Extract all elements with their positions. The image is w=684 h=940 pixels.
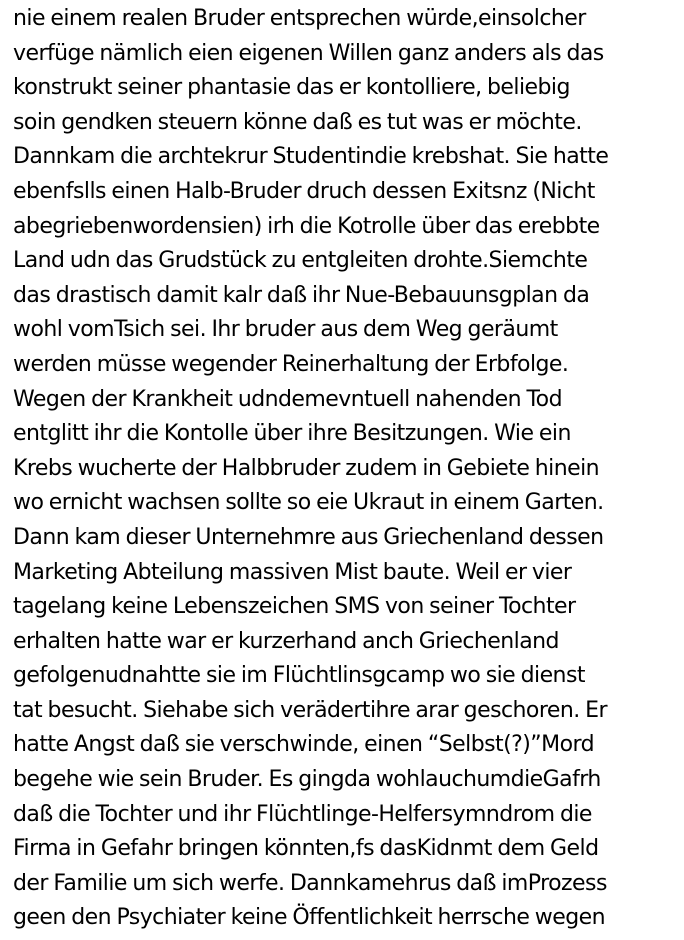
text-line: konstrukt seiner phantasie das er kontolliere, beliebig [13, 75, 570, 101]
text-line: tagelang keine Lebenszeichen SMS von seiner Tochter [13, 594, 576, 620]
text-line: Wegen der Krankheit udndemevntuell nahenden Tod [13, 386, 562, 412]
text-line: Land udn das Grudstück zu entgleiten drohte.Siemchte [13, 248, 588, 274]
text-line: hatte Angst daß sie verschwinde, einen “Selbst(?)”Mord [13, 732, 595, 758]
text-line: wo ernicht wachsen sollte so eie Ukraut in einem Garten. [13, 490, 604, 516]
text-line: ebenfslls einen Halb-Bruder druch dessen Exitsnz (Nicht [13, 178, 595, 204]
text-line: daß die Tochter und ihr Flüchtlinge-Helfersymndrom die [13, 801, 592, 827]
text-line: Krebs wucherte der Halbbruder zudem in Gebiete hinein [13, 455, 600, 481]
text-line: begehe wie sein Bruder. Es gingda wohlauchumdieGafrh [13, 767, 601, 793]
text-line: werden müsse wegender Reinerhaltung der Erbfolge. [13, 351, 569, 377]
text-line: geen den Psychiater keine Öffentlichkeit herrsche wegen [13, 905, 606, 931]
text-line: soin gendken steuern könne daß es tut was er möchte. [13, 109, 582, 135]
text-line: wohl vomTsich sei. Ihr bruder aus dem Weg geräumt [13, 317, 558, 343]
text-line: der Familie um sich werfe. Dannkamehrus daß imProzess [13, 870, 607, 896]
text-line: nie einem realen Bruder entsprechen würde,einsolcher [13, 6, 586, 31]
text-line: erhalten hatte war er kurzerhand anch Griechenland [13, 628, 559, 654]
text-line: das drastisch damit kalr daß ihr Nue-Bebauunsgplan da [13, 282, 590, 308]
text-line: Dannkam die archtekrur Studentindie krebshat. Sie hatte [13, 144, 609, 170]
text-line: entglitt ihr die Kontolle über ihre Besitzungen. Wie ein [13, 421, 571, 447]
text-line: verfüge nämlich eien eigenen Willen ganz anders als das [13, 40, 604, 66]
text-line: tat besucht. Siehabe sich verädertihre arar geschoren. Er [13, 697, 607, 723]
text-line: Dann kam dieser Unternehmre aus Griechenland dessen [13, 524, 604, 550]
text-line: gefolgenudnahtte sie im Flüchtlinsgcamp wo sie dienst [13, 663, 585, 689]
text-line: Marketing Abteilung massiven Mist baute. Weil er vier [13, 559, 572, 585]
text-line: abegriebenwordensien) irh die Kotrolle über das erebbte [13, 213, 600, 239]
document-text [13, 2, 681, 936]
text-line: Firma in Gefahr bringen könnten,fs dasKidnmt dem Geld [13, 836, 599, 862]
